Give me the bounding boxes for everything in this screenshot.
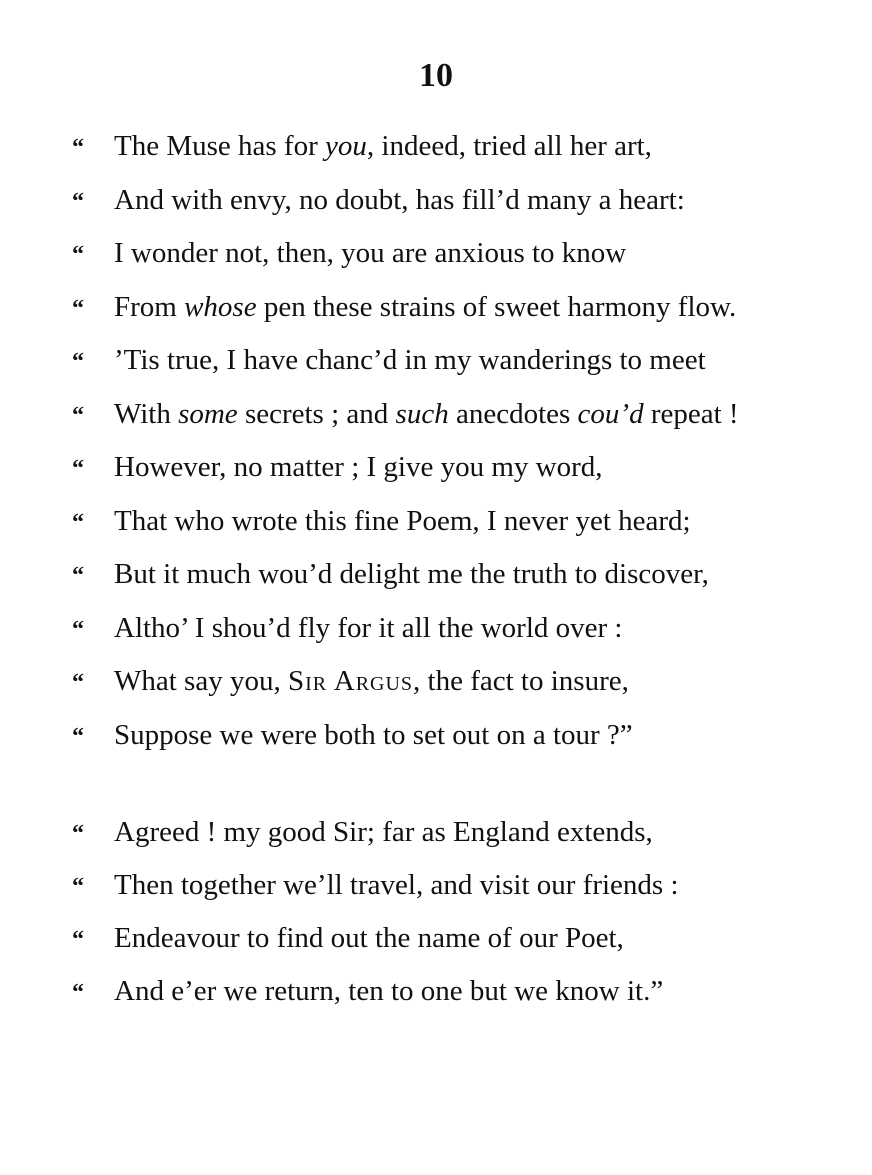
italic-emphasis: whose — [184, 290, 257, 323]
verse-line — [72, 859, 832, 912]
verse-segment: repeat ! — [643, 397, 739, 430]
opening-quote-mark: “ — [72, 980, 84, 1006]
verse-segment: And with envy, no doubt, has fill’d many a heart: — [114, 183, 685, 216]
small-caps-name: Sir Argus — [287, 665, 414, 697]
opening-quote-mark: “ — [72, 242, 84, 268]
verse-line — [72, 709, 832, 763]
verse-line — [72, 965, 832, 1018]
verse-line — [72, 912, 832, 965]
verse-segment: secrets ; and — [237, 397, 396, 430]
verse-segment: But it much wou’d delight me the truth to discover, — [114, 558, 709, 590]
verse-text — [114, 548, 709, 602]
verse-segment: , the fact to insure, — [413, 665, 629, 697]
opening-quote-mark: “ — [72, 456, 84, 482]
opening-quote-mark: “ — [72, 616, 84, 643]
verse-segment: anecdotes — [448, 397, 578, 430]
verse-segment: The Muse has for — [114, 130, 326, 162]
verse-segment: Agreed ! my good Sir; far as England extends, — [114, 816, 653, 848]
verse-segment: Altho’ I shou’d fly for it all the world over : — [114, 611, 623, 644]
italic-emphasis: some — [178, 397, 238, 430]
italic-emphasis: cou’d — [577, 397, 644, 430]
verse-text — [114, 806, 653, 859]
italic-emphasis: you — [325, 130, 367, 162]
verse-text — [114, 709, 633, 763]
verse-line — [72, 227, 832, 281]
verse-text — [114, 281, 736, 335]
verse-segment: pen these strains of sweet harmony flow. — [256, 290, 737, 323]
verse-segment: ’Tis true, I have chanc’d in my wanderings to meet — [114, 344, 706, 376]
verse-line — [72, 120, 832, 174]
verse-text — [114, 227, 626, 281]
opening-quote-mark: “ — [72, 402, 84, 429]
opening-quote-mark: “ — [72, 821, 84, 847]
opening-quote-mark: “ — [72, 723, 84, 750]
verse-segment: With — [114, 397, 179, 430]
verse-segment: I wonder not, then, you are anxious to know — [114, 237, 627, 269]
opening-quote-mark: “ — [72, 927, 84, 953]
verse-segment: What say you, — [114, 665, 288, 697]
verse-text — [114, 120, 652, 174]
stanza-2 — [72, 806, 832, 1018]
opening-quote-mark: “ — [72, 563, 84, 589]
verse-line — [72, 441, 832, 495]
verse-text — [114, 965, 663, 1018]
opening-quote-mark: “ — [72, 874, 84, 900]
verse-line — [72, 602, 832, 656]
verse-segment: Then together we’ll travel, and visit our friends : — [114, 869, 679, 901]
verse-text — [114, 495, 691, 549]
verse-line — [72, 495, 832, 549]
verse-line — [72, 281, 832, 335]
verse-segment: That who wrote this fine Poem, I never yet heard; — [114, 504, 691, 537]
opening-quote-mark: “ — [72, 349, 84, 375]
verse-text — [114, 655, 629, 709]
verse-line — [72, 388, 832, 442]
verse-line — [72, 806, 832, 859]
verse-segment: Suppose we were both to set out on a tour ?” — [114, 718, 633, 751]
opening-quote-mark: “ — [72, 135, 84, 161]
verse-text — [114, 441, 603, 495]
verse-line — [72, 548, 832, 602]
verse-segment: , indeed, tried all her art, — [366, 130, 652, 162]
verse-segment: However, no matter ; I give you my word, — [114, 451, 603, 483]
opening-quote-mark: “ — [72, 188, 84, 215]
verse-text — [114, 602, 622, 656]
verse-segment: And e’er we return, ten to one but we know it.” — [114, 975, 664, 1007]
verse-line — [72, 655, 832, 709]
verse-text — [114, 912, 624, 965]
verse-line — [72, 174, 832, 228]
verse-line — [72, 334, 832, 388]
verse-segment: From — [114, 290, 185, 323]
page-number: 10 — [419, 57, 453, 94]
verse-text — [114, 388, 739, 442]
opening-quote-mark: “ — [72, 509, 84, 536]
opening-quote-mark: “ — [72, 295, 84, 322]
opening-quote-mark: “ — [72, 670, 84, 696]
italic-emphasis: such — [395, 397, 449, 430]
stanza-1 — [72, 120, 832, 762]
verse-text — [114, 859, 679, 912]
verse-segment: Endeavour to find out the name of our Poet, — [114, 922, 624, 954]
verse-text — [114, 334, 706, 388]
verse-text — [114, 174, 685, 228]
